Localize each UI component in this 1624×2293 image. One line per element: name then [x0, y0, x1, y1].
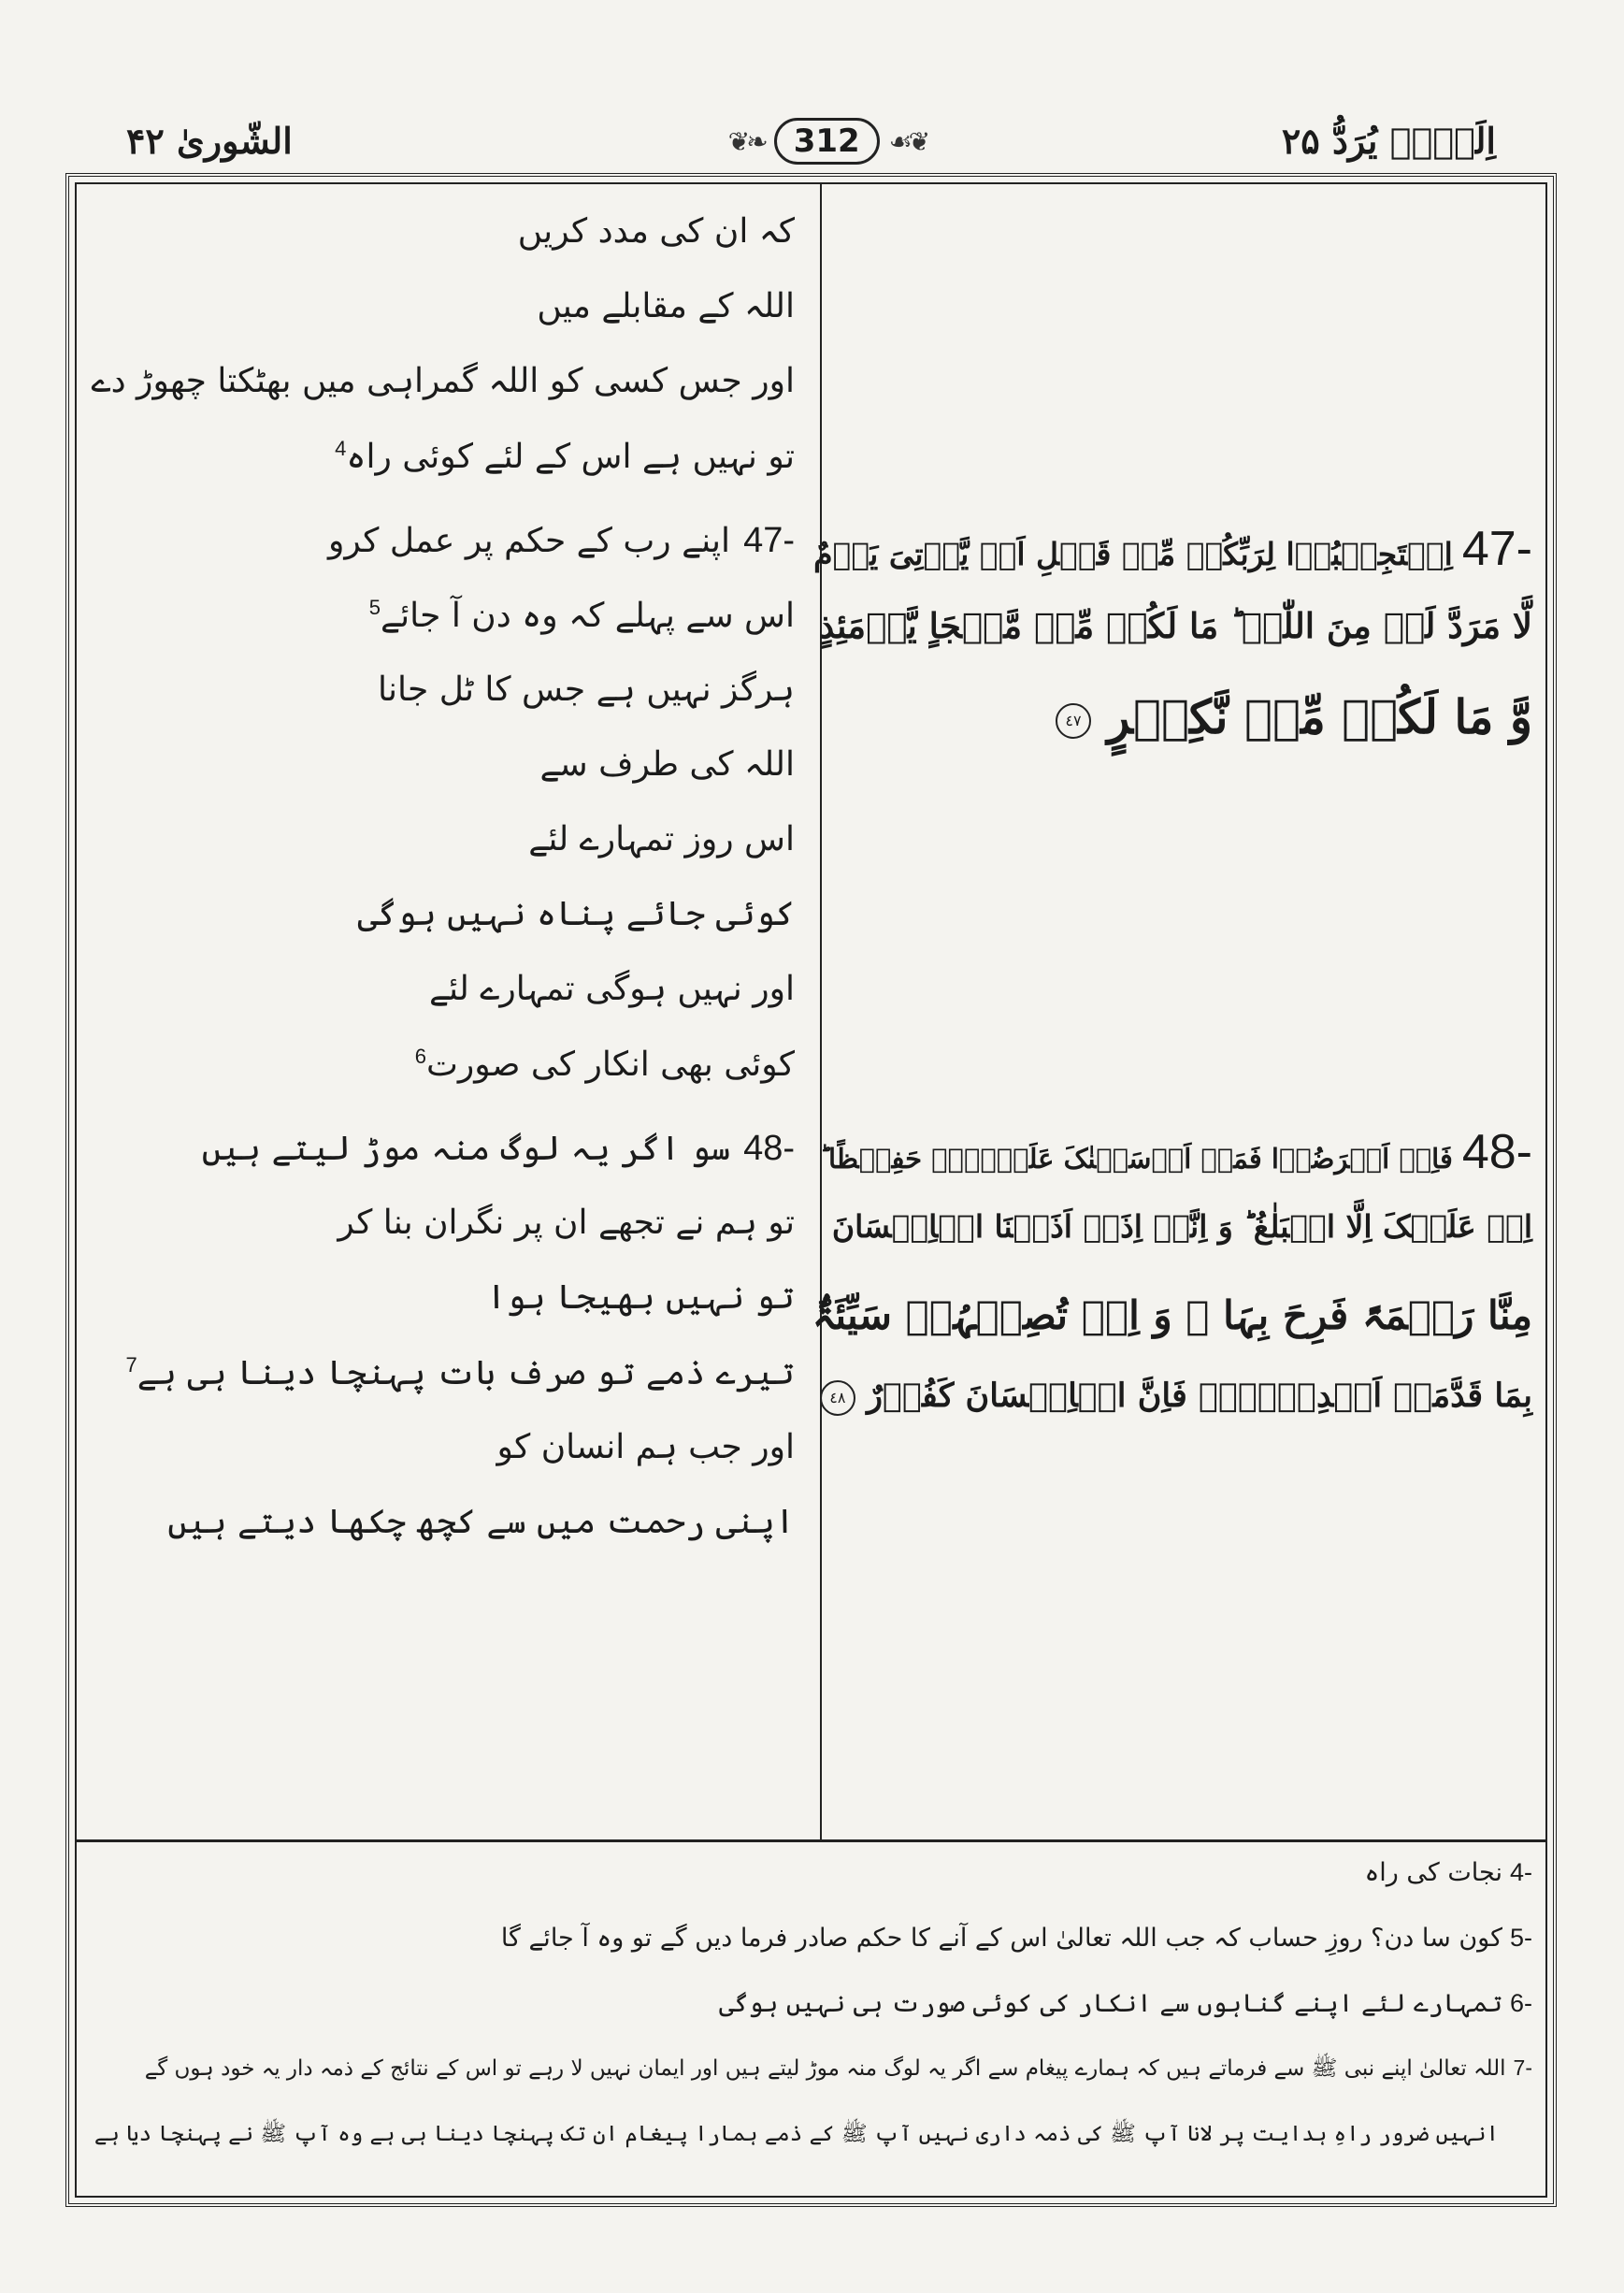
arabic-line: مِنَّا رَحۡمَۃً فَرِحَ بِہَا ۚ وَ اِنۡ تُصِبۡہُمۡ سَیِّئَۃٌۢ — [812, 1292, 1532, 1338]
footnotes-section — [77, 1849, 1545, 2196]
translation-line: ہرگز نہیں ہے جس کا ٹل جانا — [378, 671, 795, 709]
translation-line: کہ ان کی مدد کریں — [517, 212, 795, 251]
footnote-ref: 4 — [335, 437, 347, 460]
translation-line: -47اپنے رب کے حکم پر عمل کرو — [327, 521, 795, 560]
translation-line: اور نہیں ہوگی تمہارے لئے — [428, 970, 795, 1008]
page-frame-inner — [75, 182, 1547, 2198]
arabic-line: -48فَاِنۡ اَعۡرَضُوۡا فَمَاۤ اَرۡسَلۡنٰکَ عَلَیۡہِمۡ حَفِیۡظًا ؕ — [819, 1125, 1532, 1179]
arabic-line: وَّ مَا لَکُمۡ مِّنۡ نَّکِیۡرٍ ٤٧ — [1056, 689, 1532, 744]
arabic-line: اِنۡ عَلَیۡکَ اِلَّا الۡبَلٰغُ ؕ وَ اِنَّاۤ اِذَاۤ اَذَقۡنَا الۡاِنۡسَانَ — [831, 1208, 1532, 1245]
translation-line: اللہ کے مقابلے میں — [537, 287, 795, 325]
footnote: -5کون سا دن؟ روزِ حساب کہ جب اللہ تعالیٰ اس کے آنے کا حکم صادر فرما دیں گے تو وہ آ جائے گا — [500, 1924, 1532, 1953]
page-header — [126, 110, 1496, 178]
translation-line: کوئی بھی انکار کی صورت$^6$ — [414, 1045, 795, 1084]
arabic-line: بِمَا قَدَّمَتۡ اَیۡدِیۡہِمۡ فَاِنَّ الۡاِنۡسَانَ کَفُوۡرٌ ٤٨ — [820, 1377, 1532, 1416]
arabic-column — [812, 184, 1545, 1839]
arabic-line: لَّا مَرَدَّ لَہٗ مِنَ اللّٰہِ ؕ مَا لَکُمۡ مِّنۡ مَّلۡجَاٍ یَّوۡمَئِذٍ — [818, 605, 1532, 646]
footnote: -6تمہارے لئے اپنے گناہوں سے انکار کی کوئی صورت ہی نہیں ہوگی — [719, 1989, 1532, 2018]
translation-line: اللہ کی طرف سے — [539, 745, 795, 784]
verse-number: -48 — [743, 1129, 795, 1168]
ayah-end-mark: ٤٧ — [1056, 703, 1091, 739]
translation-line: تیرے ذمے تو صرف بات پہنچا دینا ہی ہے$^7$ — [125, 1353, 795, 1392]
translation-line: اس سے پہلے کہ وہ دن آ جائے$^5$ — [368, 596, 795, 635]
footnote: -4نجات کی راہ — [1364, 1858, 1532, 1887]
ornament-right-icon: ☙❦ — [888, 125, 927, 157]
column-divider — [820, 184, 822, 1839]
translation-column — [77, 184, 806, 1839]
translation-line: کوئی جائے پناہ نہیں ہوگی — [357, 895, 795, 933]
surah-name: الشّوریٰ ۴۲ — [126, 120, 293, 162]
page-number-ornament — [697, 116, 958, 166]
verse-number: -47 — [1461, 522, 1532, 576]
translation-line: -48سو اگر یہ لوگ منہ موڑ لیتے ہیں — [201, 1129, 795, 1168]
footnote-ref: 5 — [368, 596, 381, 619]
juz-name: اِلَیۡہِ یُرَدُّ ۲۵ — [1281, 120, 1496, 162]
translation-line: اور جب ہم انسان کو — [496, 1428, 795, 1466]
footnote-ref: 7 — [125, 1353, 137, 1377]
translation-line: تو نہیں ہے اس کے لئے کوئی راہ$^4$ — [335, 437, 795, 476]
translation-line: تو نہیں بھیجا ہوا — [486, 1278, 795, 1317]
footnote-ref: 6 — [414, 1045, 426, 1068]
page-number: 312 — [774, 118, 880, 165]
verse-number: -47 — [743, 521, 795, 560]
footnote-divider — [77, 1839, 1545, 1842]
translation-line: تو ہم نے تجھے ان پر نگران بنا کر — [338, 1204, 795, 1242]
footnote: -7اللہ تعالیٰ اپنے نبی ﷺ سے فرماتے ہیں کہ ہمارے پیغام سے اگر یہ لوگ منہ موڑ لیتے ہیں اور ایمان نہیں لا رہے تو اس کے نتائج کے ذمہ دار یہ خود ہوں گے — [144, 2055, 1532, 2081]
verse-number: -48 — [1461, 1125, 1532, 1179]
footnote-continuation: انہیں ضرور راہِ ہدایت پر لانا آپ ﷺ کی ذمہ داری نہیں آپ ﷺ کے ذمے ہمارا پیغام ان تک پہنچا دینا ہی ہے وہ آپ ﷺ نے پہنچا دیا ہے — [93, 2122, 1499, 2146]
translation-line: اور جس کسی کو اللہ گمراہی میں بھٹکتا چھوڑ دے — [91, 362, 795, 400]
translation-line: اس روز تمہارے لئے — [528, 820, 795, 858]
ayah-end-mark: ٤٨ — [820, 1380, 855, 1416]
translation-line: اپنی رحمت میں سے کچھ چکھا دیتے ہیں — [167, 1503, 795, 1541]
page-frame — [65, 173, 1557, 2207]
ornament-left-icon: ❦❧ — [727, 125, 765, 157]
arabic-line: -47اِسۡتَجِیۡبُوۡا لِرَبِّکُمۡ مِّنۡ قَبۡلِ اَنۡ یَّاۡتِیَ یَوۡمٌ — [813, 522, 1532, 576]
